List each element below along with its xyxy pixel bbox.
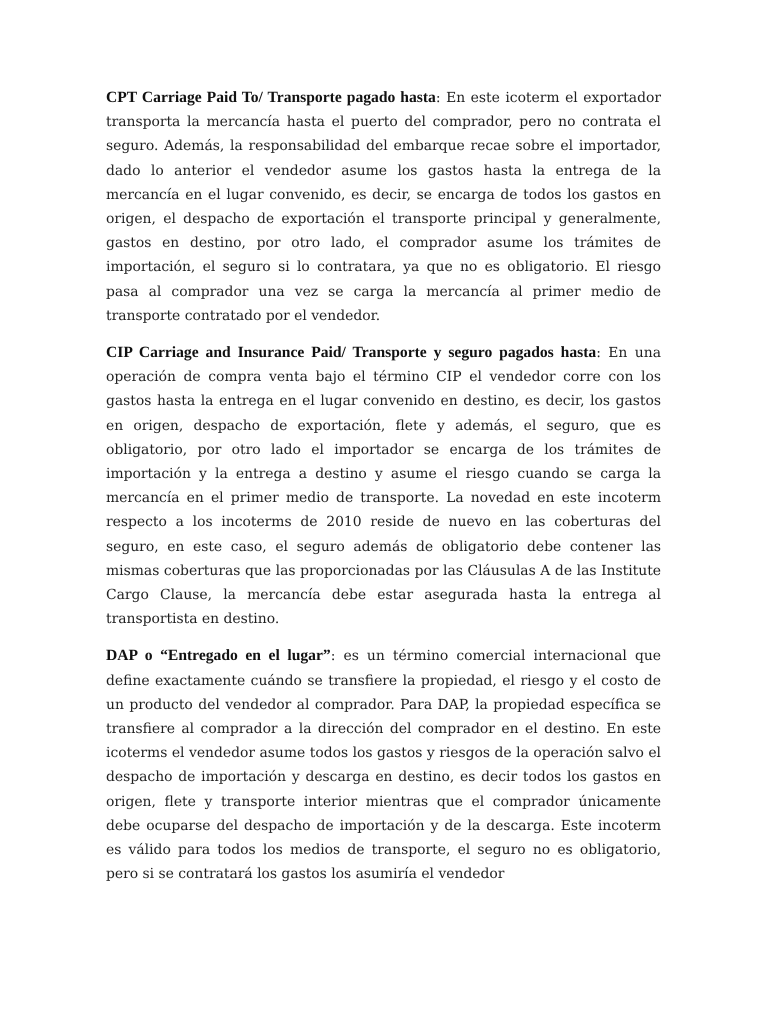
term-separator: :	[435, 90, 447, 106]
term-separator: :	[330, 648, 344, 665]
paragraph-cip	[106, 341, 661, 631]
term-separator: :	[596, 345, 609, 362]
term-cip-heading: CIP Carriage and Insurance Paid/ Transporte y seguro pagados hasta	[106, 344, 597, 362]
term-cpt-heading: CPT Carriage Paid To/ Transporte pagado hasta	[106, 89, 436, 106]
paragraph-cpt	[106, 86, 661, 328]
term-dap-heading: DAP o “Entregado en el lugar”	[106, 647, 331, 665]
document-page	[106, 86, 661, 900]
paragraph-body-dap: es un término comercial internacional que define exactamente cuándo se transfiere la propiedad, el riesgo y el costo de un producto del vendedor al comprador. Para DAP, la propiedad específica se transfiere al comprador a la dirección del comprador en el destino. En este icoterms el vendedor asume todos los gastos y riesgos de la operación salvo el despacho de importación y descarga en destino, es decir todos los gastos en origen, flete y transporte interior mientras que el comprador únicamente debe ocuparse del despacho de importación y de la descarga. Este incoterm es válido para todos los medios de transporte, el seguro no es obligatorio, pero si se contratará los gastos los asumiría el vendedor	[106, 648, 661, 883]
paragraph-dap	[106, 644, 661, 886]
paragraph-body-cpt: En este icoterm el exportador transporta la mercancía hasta el puerto del comprador, pero no contrata el seguro. Además, la responsabilidad del embarque recae sobre el importador, dado lo anterior el vendedor asume los gastos hasta la entrega de la mercancía en el lugar convenido, es decir, se encarga de todos los gastos en origen, el despacho de exportación el transporte principal y generalmente, gastos en destino, por otro lado, el comprador asume los trámites de importación, el seguro si lo contratara, ya que no es obligatorio. El riesgo pasa al comprador una vez se carga la mercancía al primer medio de transporte contratado por el vendedor.	[106, 90, 661, 324]
paragraph-body-cip: En una operación de compra venta bajo el término CIP el vendedor corre con los gastos hasta la entrega en el lugar convenido en destino, es decir, los gastos en origen, despacho de exportación, flete y además, el seguro, que es obligatorio, por otro lado el importador se encarga de los trámites de importación y la entrega a destino y asume el riesgo cuando se carga la mercancía en el primer medio de transporte. La novedad en este incoterm respecto a los incoterms de 2010 reside de nuevo en las coberturas del seguro, en este caso, el seguro además de obligatorio debe contener las mismas coberturas que las proporcionadas por las Cláusulas A de las Institute Cargo Clause, la mercancía debe estar asegurada hasta la entrega al transportista en destino.	[106, 345, 661, 628]
